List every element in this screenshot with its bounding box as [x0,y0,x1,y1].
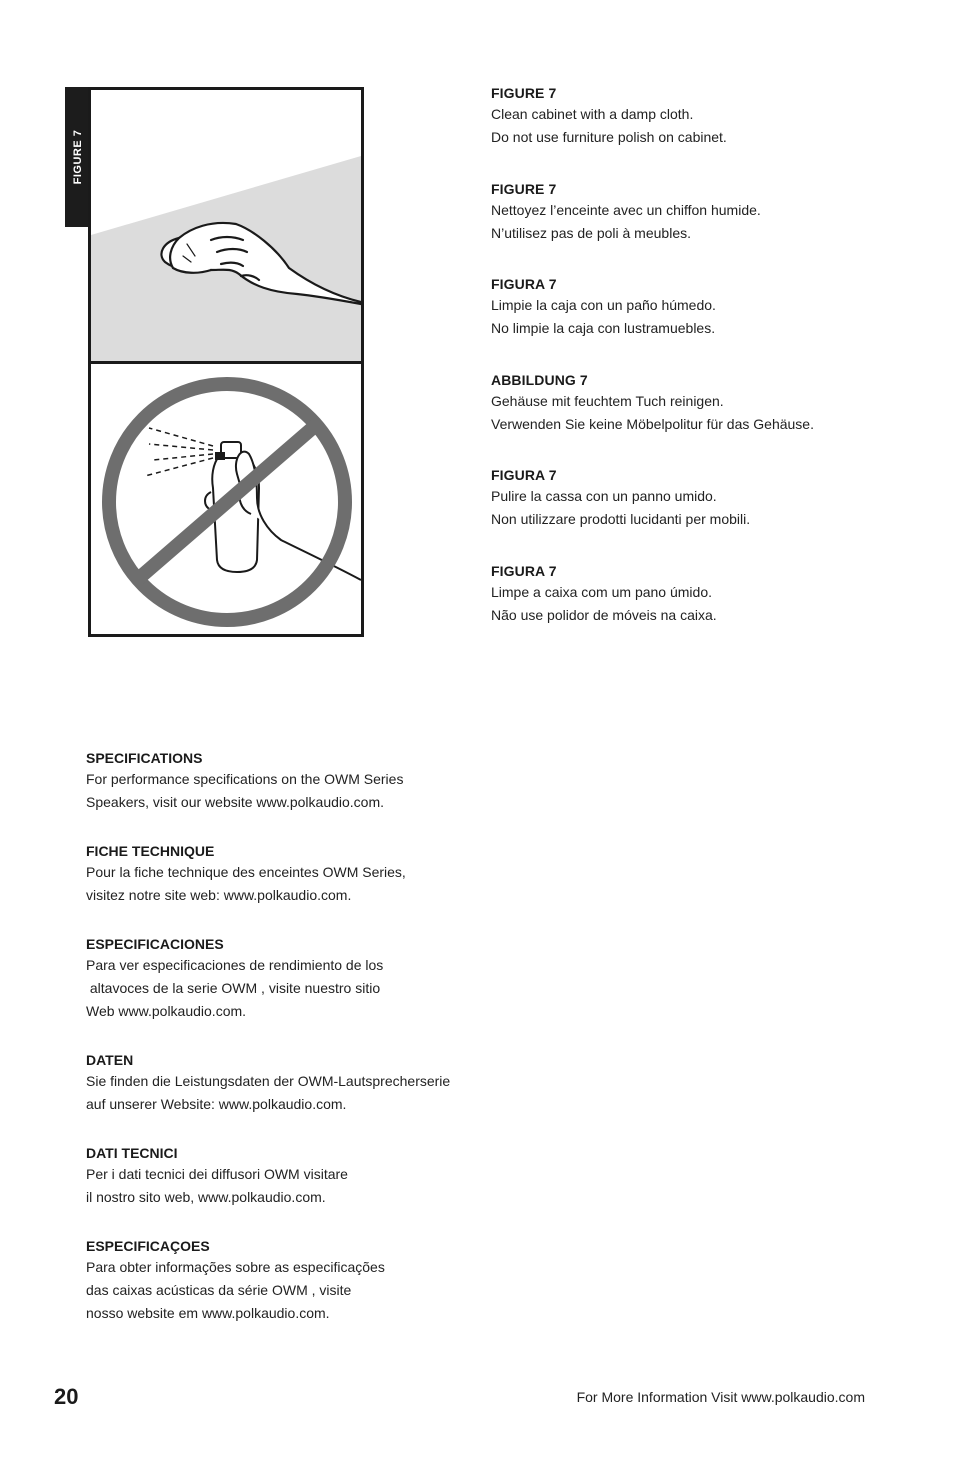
caption-title: FIGURE 7 [491,180,557,197]
caption-line: Verwenden Sie keine Möbelpolitur für das Gehäuse. [491,415,814,432]
spec-line: nosso website em www.polkaudio.com. [86,1305,330,1321]
spec-line: visitez notre site web: www.polkaudio.com. [86,887,352,903]
caption-english [491,84,911,180]
caption-portuguese [491,562,911,658]
spec-line: Per i dati tecnici dei diffusori OWM visitare [86,1166,348,1182]
hand-wiping-cabinet-illustration [91,90,361,362]
no-spray-polish-illustration [91,364,361,634]
caption-line: Não use polidor de móveis na caixa. [491,606,717,623]
no-polish-panel [91,364,361,634]
spec-title: DATEN [86,1052,134,1068]
figure-7-illustration [88,87,364,637]
spec-line: das caixas acústicas da série OWM , visite [86,1282,352,1298]
spec-spanish [86,934,506,1023]
spec-line: Speakers, visit our website www.polkaudio.com. [86,794,385,810]
caption-line: Clean cabinet with a damp cloth. [491,106,694,122]
spec-title: SPECIFICATIONS [86,750,203,766]
caption-italian [491,466,911,562]
caption-title: FIGURA 7 [491,467,557,483]
caption-line: Limpe a caixa com um pano úmido. [491,583,712,600]
caption-german [491,371,911,467]
spec-line: il nostro sito web, www.polkaudio.com. [86,1189,326,1205]
caption-line: Nettoyez l’enceinte avec un chiffon humide. [491,201,761,218]
spec-title: DATI TECNICI [86,1145,178,1161]
caption-french [491,180,911,276]
caption-title: FIGURE 7 [491,85,557,101]
spec-line: Para obter informações sobre as especificações [86,1259,385,1275]
cleaning-panel [91,90,361,362]
caption-line: Pulire la cassa con un panno umido. [491,488,717,504]
figure-side-tab [65,87,90,227]
figure-tab-label: FIGURE 7 [71,129,84,185]
spec-german [86,1050,506,1116]
footer-website-text: For More Information Visit www.polkaudio.com [576,1389,865,1405]
spec-line: Para ver especificaciones de rendimiento de los [86,957,384,973]
page-number: 20 [54,1384,79,1409]
spec-line: Sie finden die Leistungsdaten der OWM-Lautsprecherserie [86,1073,451,1089]
spec-line: auf unserer Website: www.polkaudio.com. [86,1096,347,1112]
caption-line: No limpie la caja con lustramuebles. [491,320,716,336]
spec-line: altavoces de la serie OWM , visite nuestro sitio [86,980,381,996]
caption-spanish [491,275,911,371]
spec-title: FICHE TECHNIQUE [86,843,215,859]
spec-title: ESPECIFICACIONES [86,936,224,952]
spec-french [86,841,506,907]
spec-line: Pour la fiche technique des enceintes OWM Series, [86,864,406,880]
caption-line: Gehäuse mit feuchtem Tuch reinigen. [491,392,724,409]
caption-line: Do not use furniture polish on cabinet. [491,129,727,145]
spec-title: ESPECIFICAÇOES [86,1238,210,1254]
caption-title: ABBILDUNG 7 [491,371,588,388]
spec-line: For performance specifications on the OWM Series [86,771,404,787]
spec-italian [86,1143,506,1209]
caption-title: FIGURA 7 [491,562,557,579]
spec-line: Web www.polkaudio.com. [86,1003,247,1019]
caption-title: FIGURA 7 [491,276,557,292]
caption-line: Limpie la caja con un paño húmedo. [491,297,716,313]
figure-captions [491,84,911,657]
spec-portuguese [86,1236,506,1325]
spec-english [86,748,506,814]
caption-line: Non utilizzare prodotti lucidanti per mobili. [491,511,751,527]
specifications-section [86,748,506,1352]
caption-line: N’utilisez pas de poli à meubles. [491,224,691,241]
prohibition-sign-icon [109,384,345,620]
